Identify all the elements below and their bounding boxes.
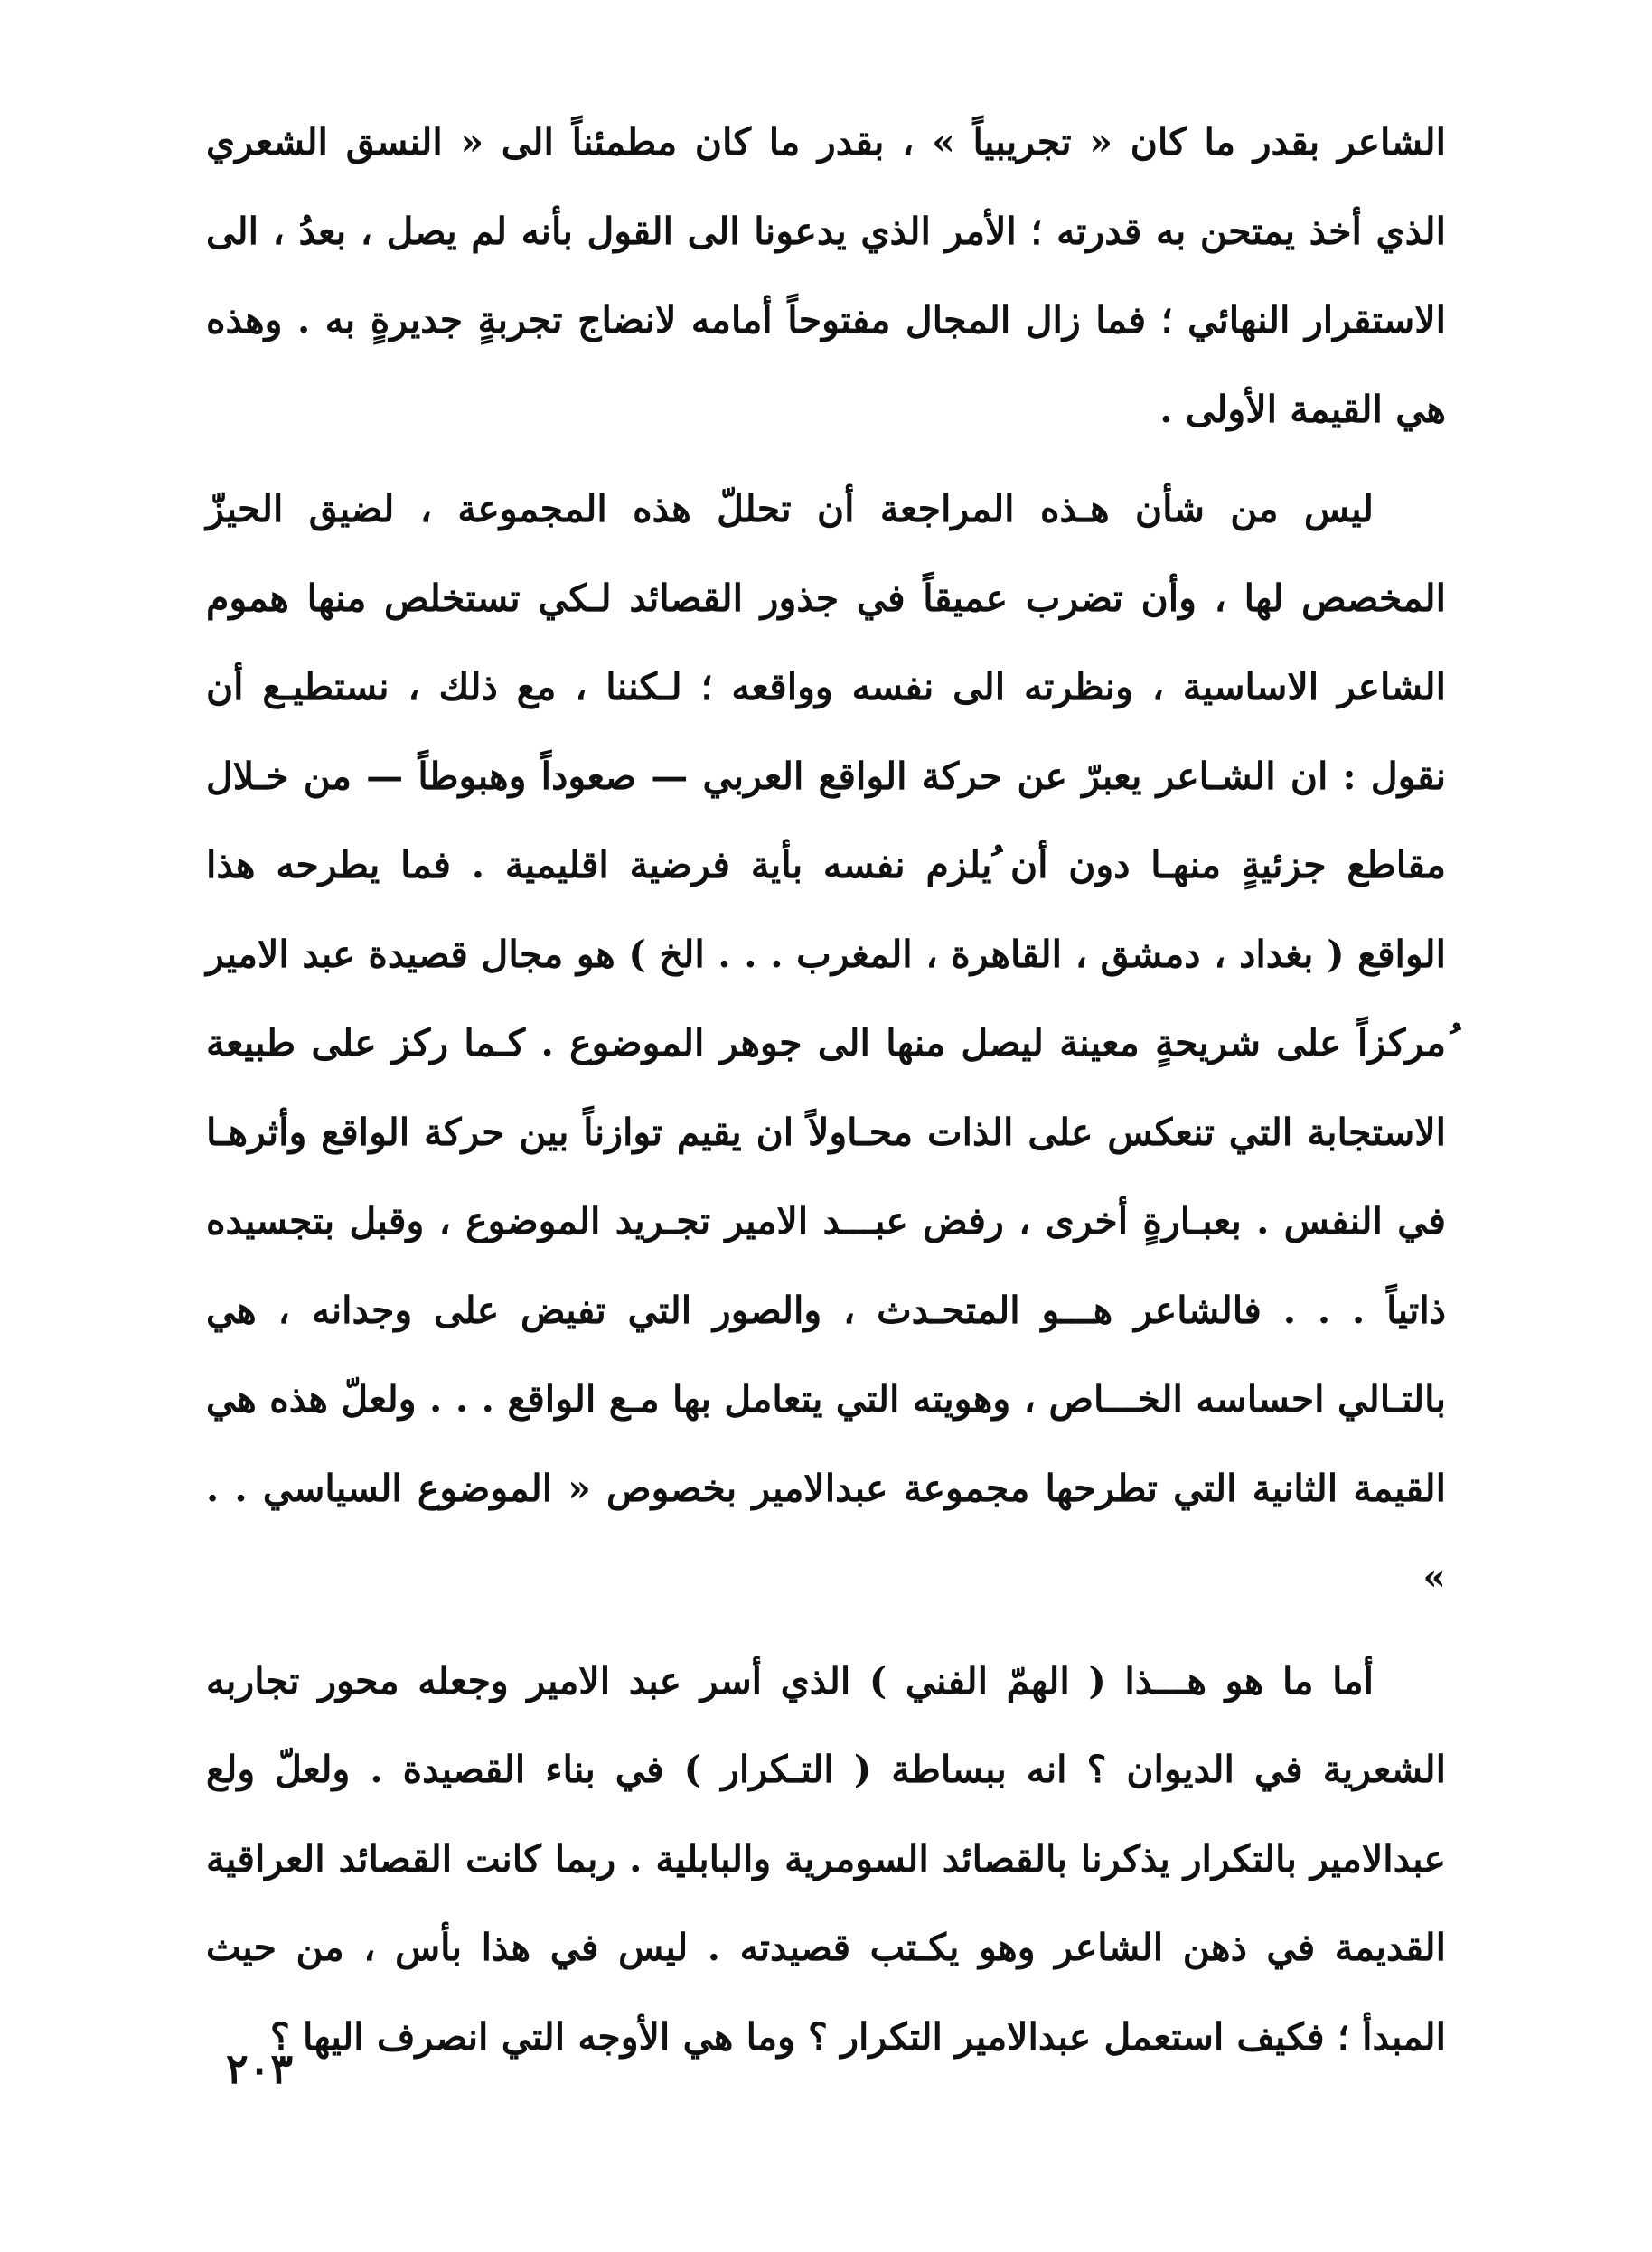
paragraph-continuation: الشاعر بقدر ما كان « تجريبياً » ، بقدر ما كان مطمئناً الى « النسق الشعري الذي أخذ يمتحن به قدرته ؛ الأمر الذي يدعونا الى القول بأنه لم يصل ، بعدُ ، الى الاستقرار النهائي ؛ فما زال المجال مفتوحاً أمامه لانضاج تجربةٍ جديرةٍ به . وهذه هي القيمة الأولى .: [206, 120, 1446, 431]
paragraph-review: ليس من شأن هـذه المراجعة أن تحللّ هذه المجموعة ، لضيق الحيزّ المخصص لها ، وأن تضرب عميقاً في جذور القصائد لـكي تستخلص منها هموم الشاعر الاساسية ، ونظرته الى نفسه وواقعه ؛ لـكننا ، مع ذلك ، نستطيـع أن نقول : ان الشـاعر يعبرّ عن حركة الواقع العربي — صعوداً وهبوطاً — من خـلال مقاطع جزئيةٍ منهـا دون أن ُيلزم نفسه بأية فرضية اقليمية . فما يطرحه هذا الواقع ( بغداد ، دمشق ، القاهرة ، المغرب . . . الخ ) هو مجال قصيدة عبد الامير ُمركزاً على شريحةٍ معينة ليصل منها الى جوهر الموضوع . كـما ركز على طبيعة الاستجابة التي تنعكس على الذات محـاولاً ان يقيم توازناً بين حركة الواقع وأثرهـا في النفس . بعبـارةٍ أخرى ، رفض عبـــد الامير تجـريد الموضوع ، وقبل بتجسيده ذاتياً . . . فالشاعر هـــو المتحـدث ، والصور التي تفيض على وجدانه ، هي بالتـالي احساسه الخـــاص ، وهويته التي يتعامل بها مـع الواقع . . . ولعلّ هذه هي القيمة الثانية التي تطرحها مجموعة عبدالامير بخصوص « الموضوع السياسي . . »: [206, 487, 1446, 1599]
paragraph-repetition: أما ما هو هـــذا ( الهمّ الفني ) الذي أسر عبد الامير وجعله محور تجاربه الشعرية في الديوان ؟ انه ببساطة ( التـكرار ) في بناء القصيدة . ولعلّ ولع عبدالامير بالتكرار يذكرنا بالقصائد السومرية والبابلية . ربما كانت القصائد العراقية القديمة في ذهن الشاعر وهو يكـتب قصيدته . ليس في هذا بأس ، من حيث المبدأ ؛ فكيف استعمل عبدالامير التكرار ؟ وما هي الأوجه التي انصرف اليها ؟: [206, 1658, 1446, 2059]
body-text: [206, 98, 1446, 2081]
page-number: ٢٠٣: [226, 2044, 294, 2093]
